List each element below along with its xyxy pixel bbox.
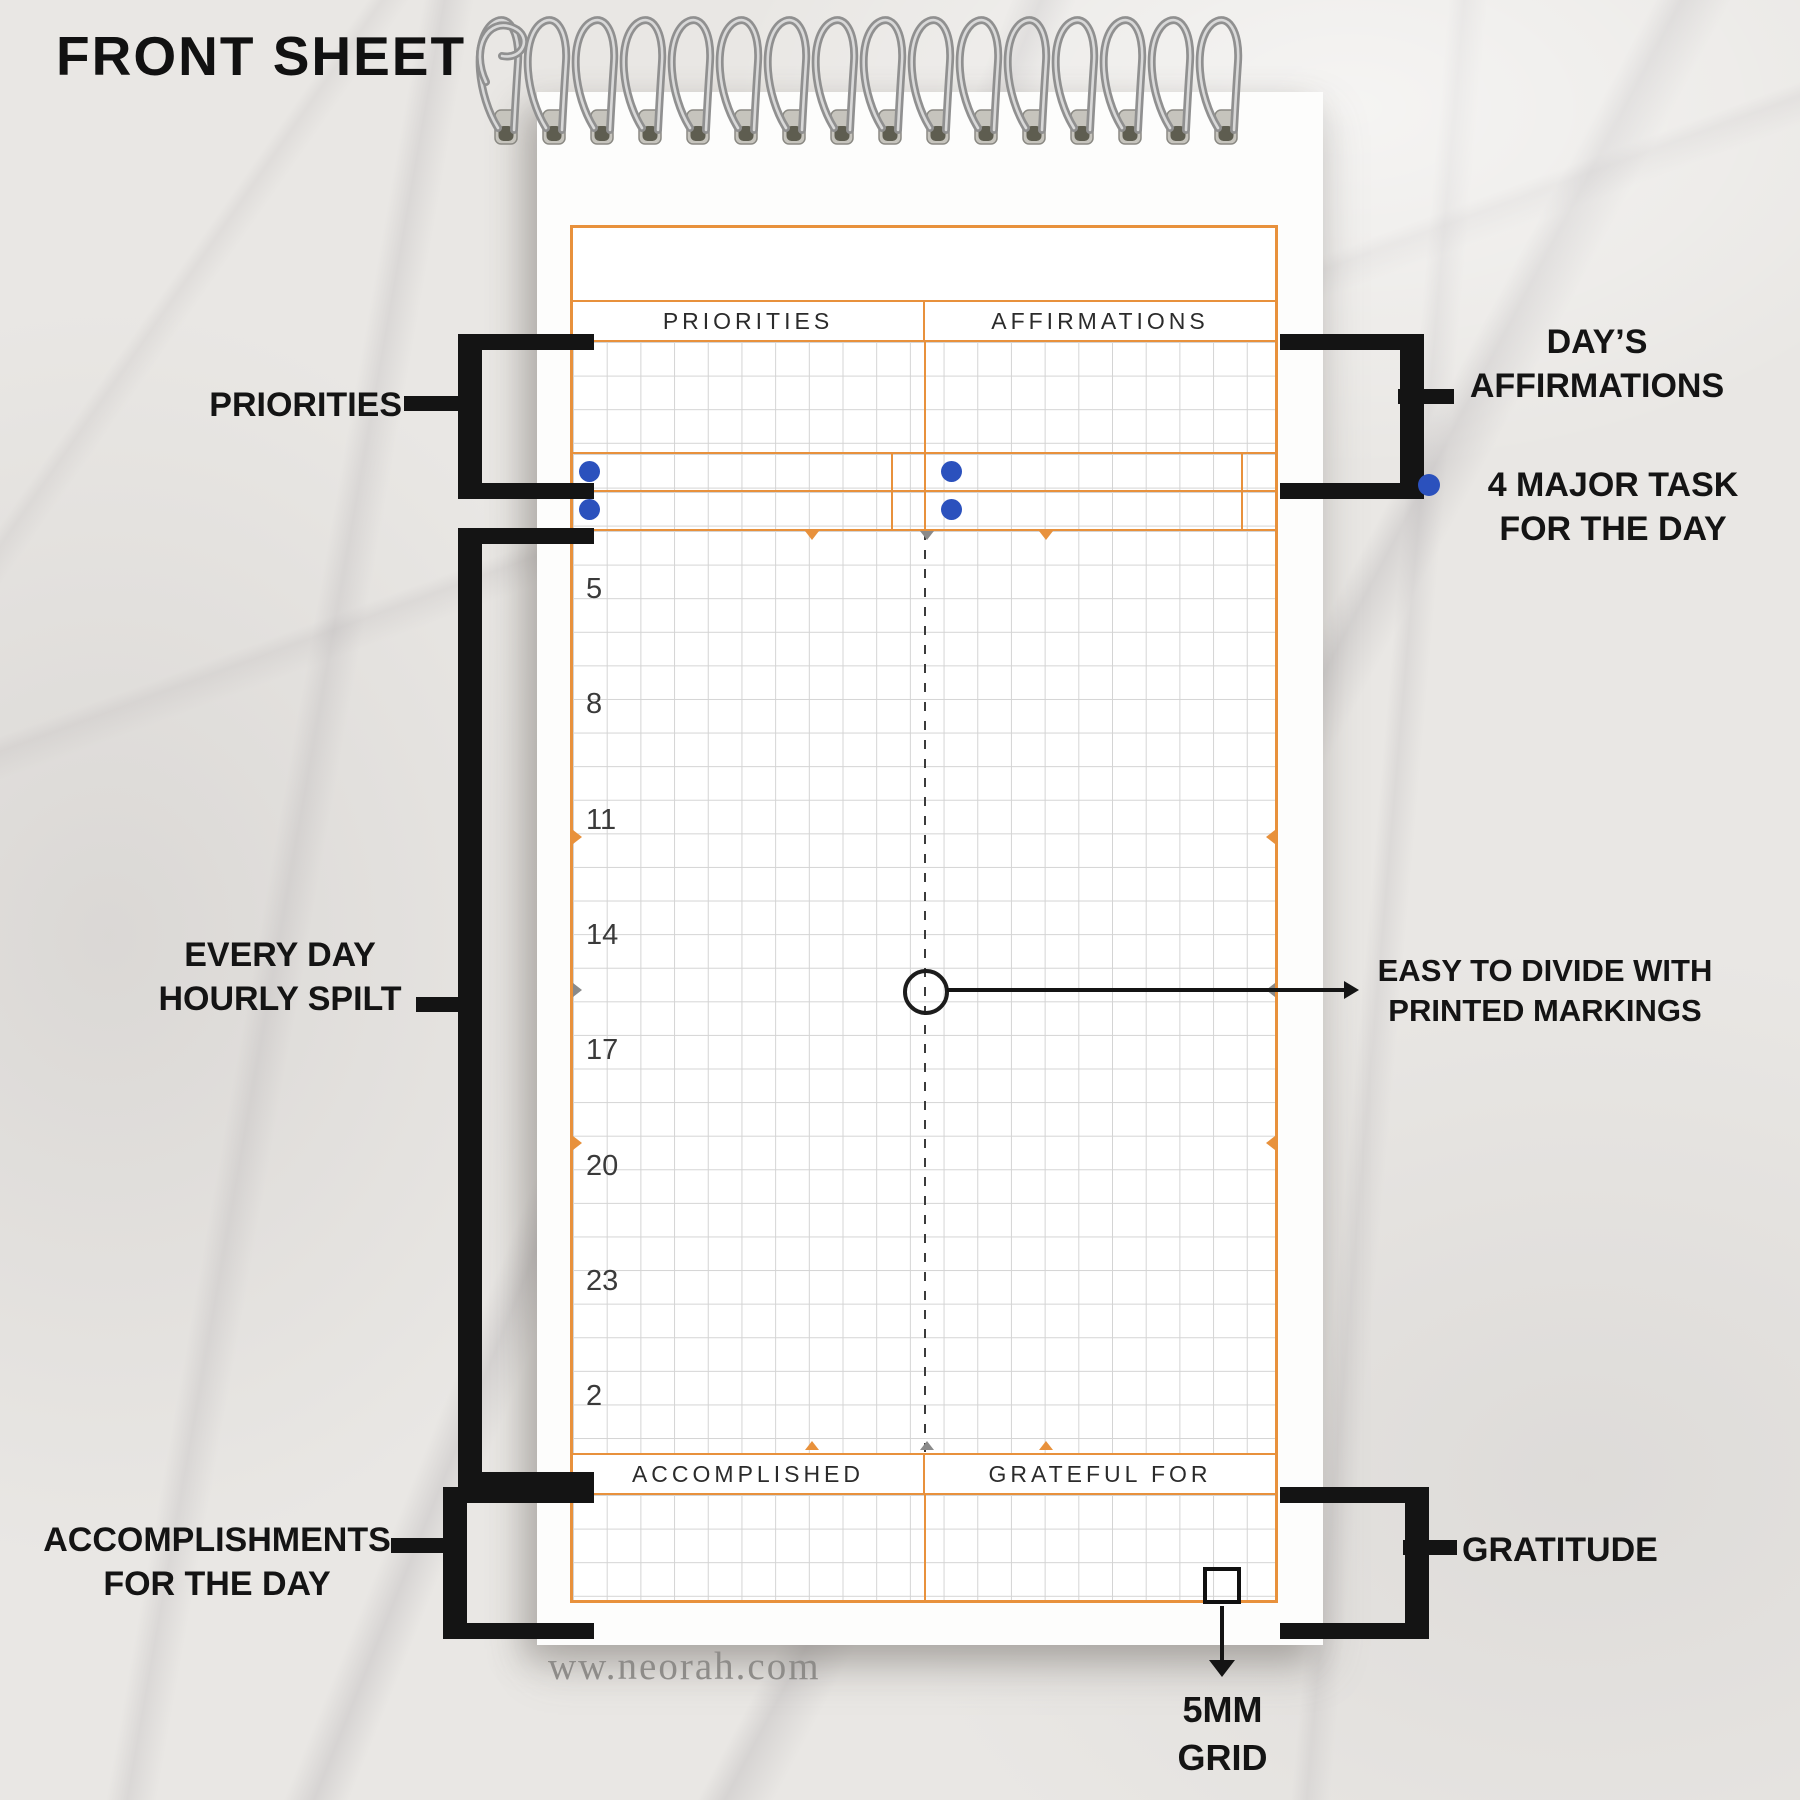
hour-label: 11 [586,803,617,836]
affirmations-annotation [1432,320,1762,408]
hour-label: 14 [586,918,619,951]
divide-marker-icon [920,531,934,540]
divide-marker-icon [805,1441,819,1450]
accomplishments-bracket [443,1487,594,1639]
affirmations-annotation-line2: AFFIRMATIONS [1469,367,1725,405]
divide-marking-circle-icon [903,969,949,1015]
top-blank-row [573,228,1275,302]
divide-marker-icon [1266,830,1275,844]
major-task-line1: 4 MAJOR TASK [1487,466,1739,504]
divide-marker-icon [920,1441,934,1450]
hour-label: 2 [586,1380,603,1413]
planner-layout [570,225,1278,1603]
task-dot-icon [941,461,962,482]
task-dot-icon [1418,474,1440,496]
task-row [573,492,1275,531]
top-header-row [573,302,1275,342]
hour-label: 8 [586,688,603,721]
grid-size-annotation [1140,1686,1305,1782]
hourly-annotation-line1: EVERY DAY [184,936,376,974]
grid-size-line1: 5MM [1182,1689,1263,1730]
hour-label: 17 [586,1034,619,1067]
grid-size-line2: GRID [1177,1737,1268,1778]
affirmations-header: AFFIRMATIONS [991,307,1209,334]
gratitude-annotation: GRATITUDE [1462,1531,1658,1569]
task-cell-divider [891,454,893,490]
bottom-header-row [573,1455,1275,1495]
major-task-annotation [1448,463,1778,551]
task-cell-divider [1241,492,1243,529]
task-dot-icon [941,499,962,520]
divide-marker-icon [1039,1441,1053,1450]
divide-marker-icon [1266,1136,1275,1150]
affirmations-annotation-line1: DAY’S [1546,323,1648,361]
gratitude-connector-line [1403,1540,1457,1555]
priorities-affirmations-grid [573,342,1275,454]
priorities-annotation: PRIORITIES [209,386,402,424]
accomplishments-line2: FOR THE DAY [103,1565,331,1603]
hour-label: 20 [586,1149,619,1182]
task-dot-icon [579,499,600,520]
spiral-binding [470,4,1280,156]
hour-label: 5 [586,573,603,605]
page-title: FRONT SHEET [56,25,467,87]
grid-cell-highlight-square [1203,1567,1241,1604]
priorities-connector-line [404,396,460,411]
affirmations-bracket [1280,334,1424,499]
hourly-grid [573,531,1275,1455]
accomplishments-line1: ACCOMPLISHMENTS [43,1521,391,1559]
grateful-header: GRATEFUL FOR [988,1460,1212,1487]
accomplished-grateful-grid [573,1495,1275,1600]
hour-label: 23 [586,1264,619,1297]
divide-annotation-line1: EASY TO DIVIDE WITH [1377,953,1713,988]
divide-annotation-line2: PRINTED MARKINGS [1388,993,1702,1028]
hourly-bracket [458,528,594,1488]
watermark: ww.neorah.com [548,1645,821,1688]
gratitude-bracket [1280,1487,1429,1639]
divide-annotation [1355,951,1735,1031]
accomplished-header: ACCOMPLISHED [573,1455,925,1493]
hourly-annotation [130,933,430,1021]
grid-arrowhead-icon [1209,1660,1235,1677]
accomplishments-connector-line [391,1538,445,1553]
priorities-bracket [458,334,594,499]
accomplishments-annotation [42,1518,392,1606]
task-cell-divider [891,492,893,529]
priorities-header: PRIORITIES [573,302,925,340]
divide-marker-icon [1039,531,1053,540]
divide-arrow-line [947,988,1345,992]
task-row [573,454,1275,492]
grid-arrow-line [1220,1606,1224,1664]
major-task-line2: FOR THE DAY [1499,510,1727,548]
task-cell-divider [1241,454,1243,490]
hourly-annotation-line2: HOURLY SPILT [158,980,402,1018]
divide-marker-icon [805,531,819,540]
